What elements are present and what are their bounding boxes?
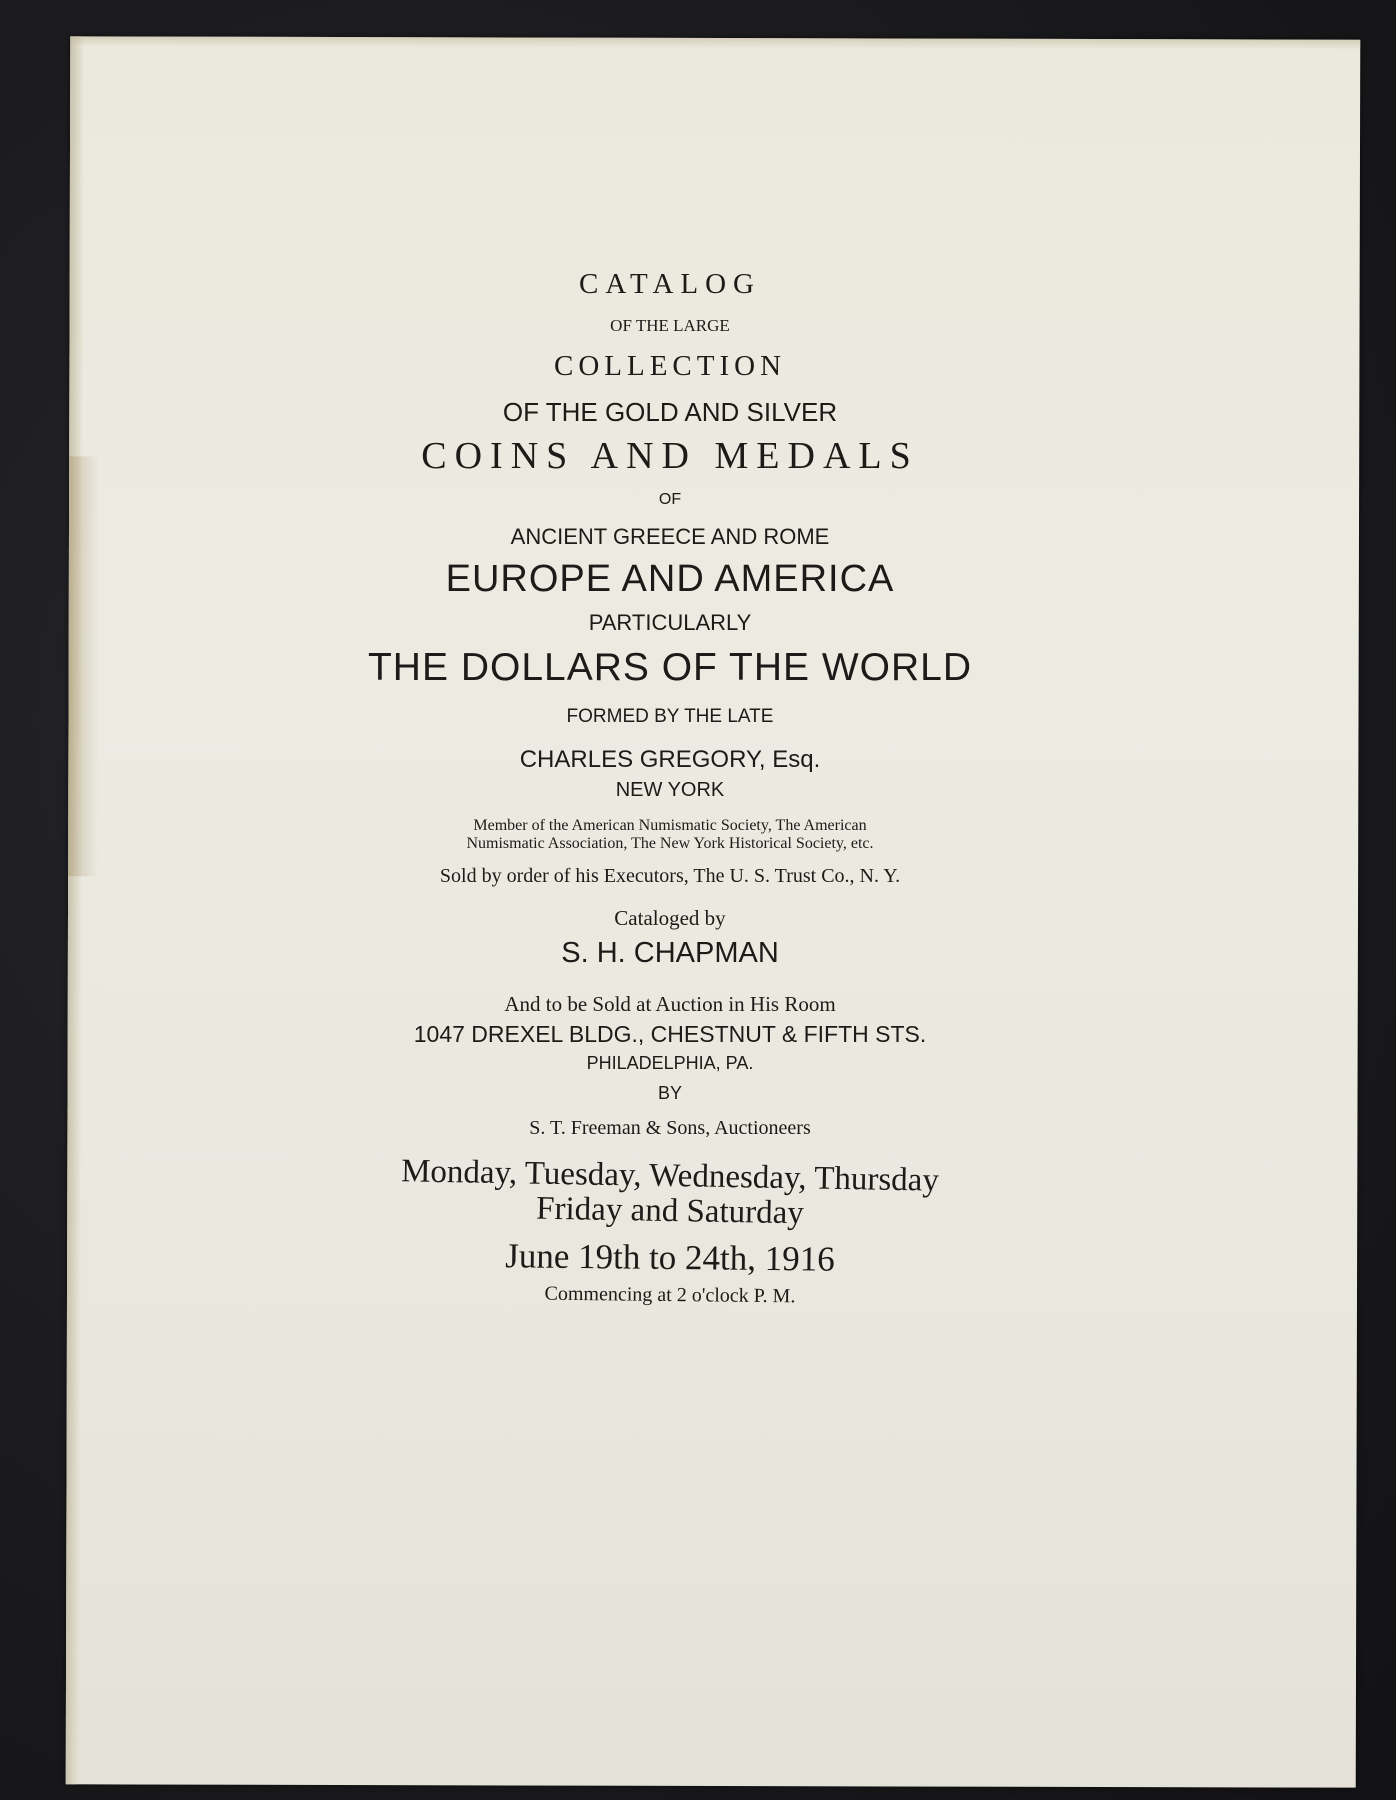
auction-line: And to be Sold at Auction in His Room [504, 992, 836, 1016]
sale-dates: June 19th to 24th, 1916 [505, 1236, 835, 1279]
gold-silver-line: OF THE GOLD AND SILVER [502, 397, 838, 427]
collection-heading: COLLECTION [553, 350, 787, 382]
start-time: Commencing at 2 o'clock P. M. [544, 1282, 796, 1308]
catalog-heading: CATALOG [578, 268, 761, 300]
cataloger-name: S. H. CHAPMAN [561, 937, 779, 969]
auction-city: PHILADELPHIA, PA. [586, 1053, 754, 1073]
of-line: OF [658, 491, 682, 508]
executors-line: Sold by order of his Executors, The U. S. Trust Co., N. Y. [439, 865, 901, 887]
cataloged-by-label: Cataloged by [614, 906, 726, 930]
auction-address: 1047 DREXEL BLDG., CHESTNUT & FIFTH STS. [413, 1021, 927, 1047]
title-block [300, 268, 1040, 1308]
coins-medals-heading: COINS AND MEDALS [421, 435, 919, 477]
membership-line-1: Member of the American Numismatic Society, The American [473, 817, 867, 834]
membership-line-2: Numismatic Association, The New York Historical Society, etc. [466, 835, 874, 852]
auctioneers-line: S. T. Freeman & Sons, Auctioneers [529, 1117, 811, 1139]
sale-days-line-2: Friday and Saturday [535, 1190, 805, 1232]
particularly-line: PARTICULARLY [588, 610, 752, 635]
sale-days-line-1: Monday, Tuesday, Wednesday, Thursday [400, 1153, 940, 1199]
ancient-greece-rome-line: ANCIENT GREECE AND ROME [510, 524, 830, 549]
by-label: BY [657, 1083, 682, 1103]
page-top-edge [70, 36, 1360, 49]
collector-name: CHARLES GREGORY, Esq. [519, 746, 821, 773]
collector-city: NEW YORK [615, 779, 725, 801]
dollars-of-the-world-heading: THE DOLLARS OF THE WORLD [367, 646, 973, 689]
europe-america-heading: EUROPE AND AMERICA [445, 558, 895, 600]
formed-by-line: FORMED BY THE LATE [566, 706, 774, 727]
of-the-large-line: OF THE LARGE [610, 316, 730, 335]
page-edge-stain [68, 456, 99, 876]
